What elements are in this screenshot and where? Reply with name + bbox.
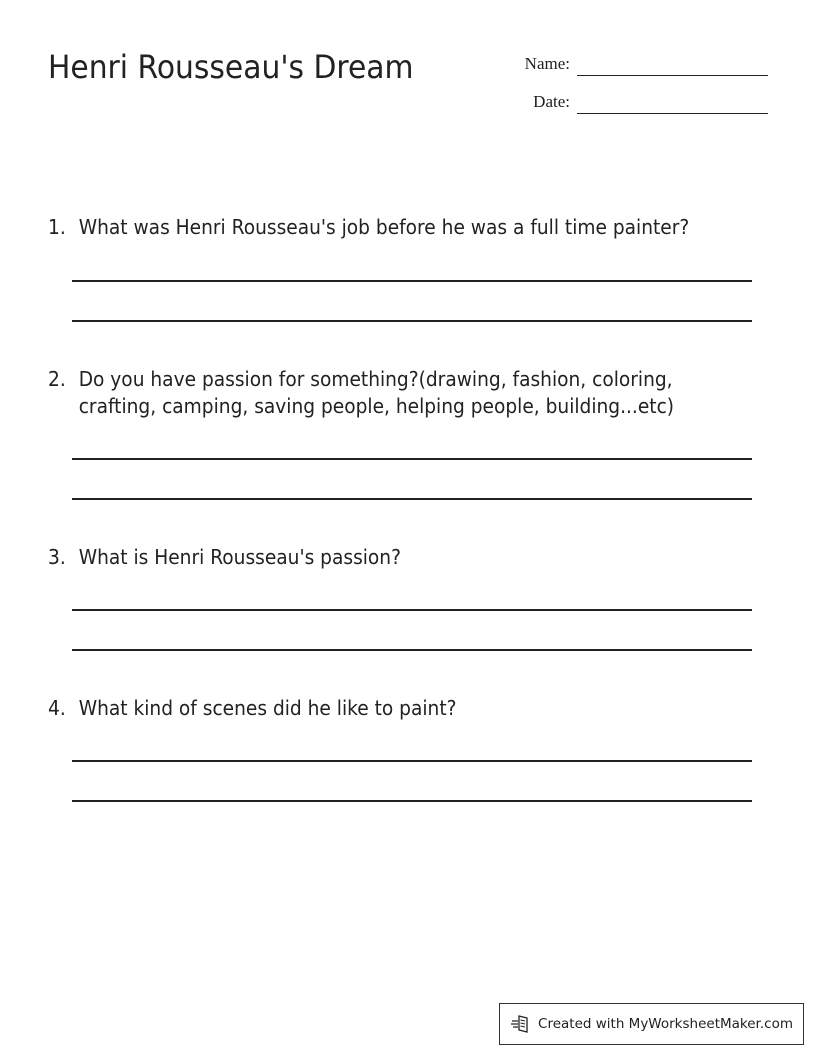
question-text: Do you have passion for something?(drawing, fashion, coloring, crafting, camping, saving people, helping people, building...etc) [78, 367, 675, 418]
footer-badge[interactable] [499, 1003, 804, 1045]
date-line[interactable] [577, 113, 768, 114]
worksheet-title: Henri Rousseau's Dream [48, 48, 414, 86]
question-number: 2. [48, 367, 66, 391]
question-text: What kind of scenes did he like to paint? [78, 696, 457, 720]
answer-line[interactable] [72, 280, 752, 282]
myworksheetmaker-logo-icon [510, 1013, 532, 1035]
answer-line[interactable] [72, 458, 752, 460]
answer-line[interactable] [72, 649, 752, 651]
name-label: Name: [524, 54, 570, 73]
question-number: 1. [48, 215, 66, 239]
question-text: What is Henri Rousseau's passion? [78, 545, 401, 569]
date-label: Date: [533, 92, 570, 111]
date-field[interactable] [500, 92, 770, 116]
answer-line[interactable] [72, 498, 752, 500]
footer-text: Created with MyWorksheetMaker.com [538, 1016, 793, 1032]
question-number: 4. [48, 696, 66, 720]
answer-line[interactable] [72, 320, 752, 322]
answer-line[interactable] [72, 760, 752, 762]
answer-line[interactable] [72, 800, 752, 802]
answer-line[interactable] [72, 609, 752, 611]
name-field[interactable] [500, 54, 770, 78]
question-number: 3. [48, 545, 66, 569]
question-text: What was Henri Rousseau's job before he was a full time painter? [78, 215, 690, 239]
name-line[interactable] [577, 75, 768, 76]
